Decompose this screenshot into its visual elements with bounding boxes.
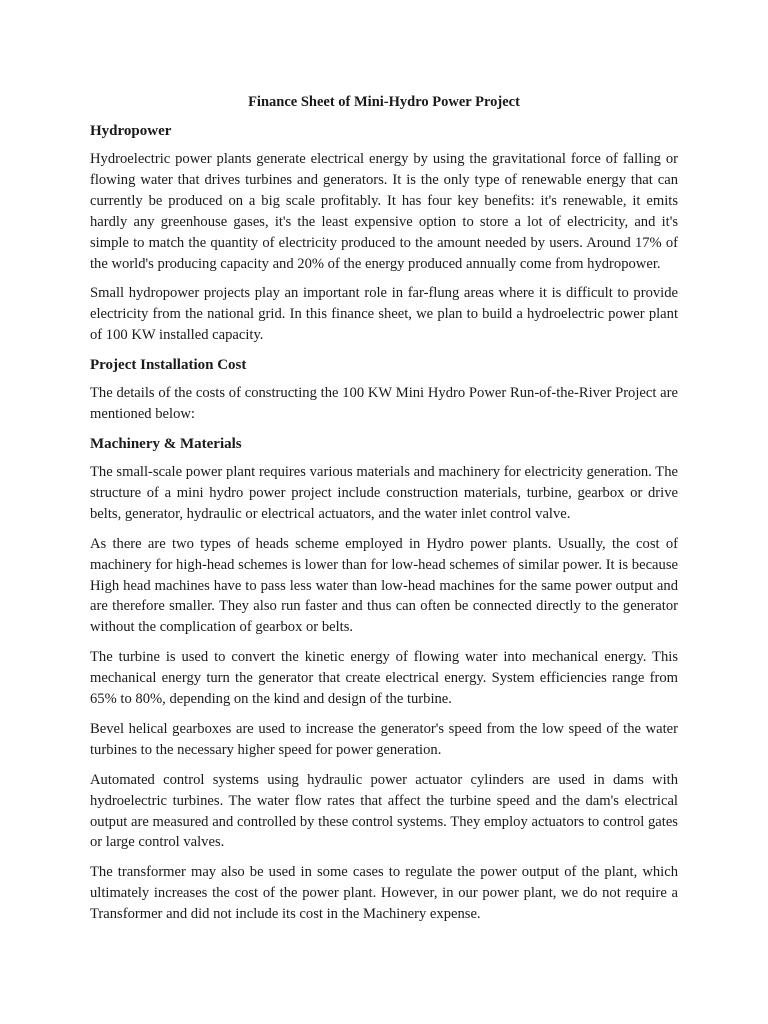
paragraph: Bevel helical gearboxes are used to increase the generator's speed from the low speed of the water turbines to the necessary higher speed for power generation. — [90, 720, 678, 758]
section-heading-installation-cost: Project Installation Cost — [90, 357, 247, 374]
paragraph: The transformer may also be used in some cases to regulate the power output of the plant, which ultimately increases the cost of the power plant. However, in our power plant, we do not require a Transformer and did not include its cost in the Machinery expense. — [90, 864, 678, 923]
section-heading-machinery-materials: Machinery & Materials — [90, 435, 242, 452]
section-installation-cost — [90, 355, 678, 425]
section-machinery-materials — [90, 434, 678, 925]
paragraph: The details of the costs of constructing the 100 KW Mini Hydro Power Run-of-the-River Project are mentioned below: — [90, 385, 678, 423]
paragraph: Automated control systems using hydraulic power actuator cylinders are used in dams with hydroelectric turbines. The water flow rates that affect the turbine speed and the dam's electrical output are measured and controlled by these control systems. They employ actuators to control gates or large control valves. — [90, 771, 678, 851]
paragraph: As there are two types of heads scheme employed in Hydro power plants. Usually, the cost of machinery for high-head schemes is lower than for low-head schemes of similar power. It is because High head machines have to pass less water than low-head machines for the same power output and are therefore smaller. They also run faster and thus can often be connected directly to the generator without the complication of gearbox or belts. — [90, 535, 678, 636]
document-title: Finance Sheet of Mini-Hydro Power Project — [248, 94, 520, 110]
paragraph: Hydroelectric power plants generate electrical energy by using the gravitational force of falling or flowing water that drives turbines and generators. It is the only type of renewable energy that can currently be produced on a big scale profitably. It has four key benefits: it's renewable, it emits hardly any greenhouse gases, it's the least expensive option to store a lot of electricity, and it's simple to match the quantity of electricity produced to the amount needed by users. Around 17% of the world's producing capacity and 20% of the energy produced annually come from hydropower. — [90, 151, 678, 272]
document-page — [90, 86, 678, 934]
paragraph: The turbine is used to convert the kinetic energy of flowing water into mechanical energy. This mechanical energy turn the generator that create electrical energy. System efficiencies range from 65% to 80%, depending on the kind and design of the turbine. — [90, 649, 678, 708]
section-heading-hydropower: Hydropower — [90, 123, 172, 139]
paragraph: The small-scale power plant requires various materials and machinery for electricity generation. The structure of a mini hydro power project include construction materials, turbine, gearbox or drive belts, generator, hydraulic or electrical actuators, and the water inlet control valve. — [90, 463, 678, 522]
section-hydropower — [90, 121, 678, 346]
paragraph: Small hydropower projects play an important role in far-flung areas where it is difficult to provide electricity from the national grid. In this finance sheet, we plan to build a hydroelectric power plant of 100 KW installed capacity. — [90, 285, 678, 344]
